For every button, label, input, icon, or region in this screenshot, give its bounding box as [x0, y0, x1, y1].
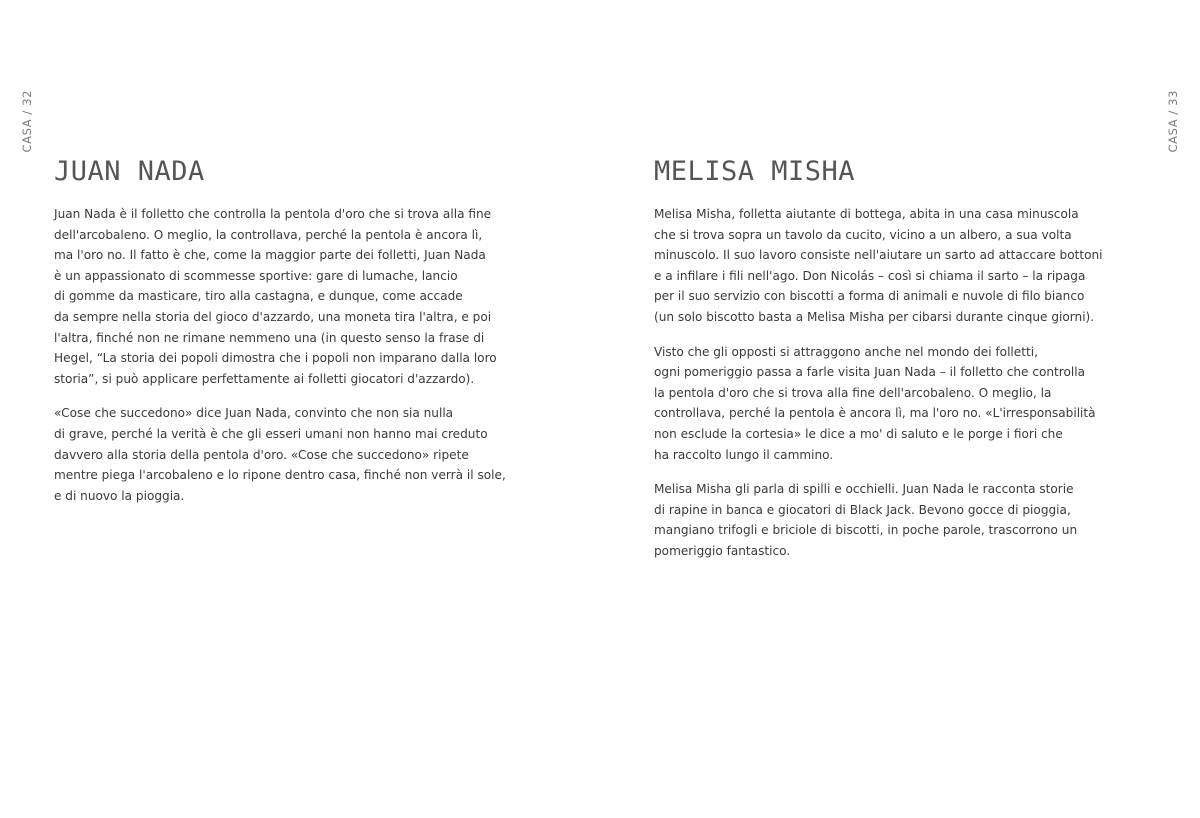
paragraph: [54, 403, 506, 506]
text-line: di grave, perché la verità è che gli esseri umani non hanno mai creduto: [54, 426, 488, 441]
text-line: ma l'oro no. Il fatto è che, come la maggior parte dei folletti, Juan Nada: [54, 248, 486, 263]
text-line: di gomme da masticare, tiro alla castagna, e dunque, come accade: [54, 289, 463, 304]
paragraph: [654, 204, 1103, 328]
paragraph: [654, 479, 1094, 561]
text-line: e di nuovo la pioggia.: [54, 488, 185, 503]
text-line: per il suo servizio con biscotti a forma di animali e nuvole di filo bianco: [654, 289, 1085, 304]
text-line: controllava, perché la pentola è ancora lì, ma l'oro no. «L'irresponsabilità: [654, 406, 1096, 421]
text-line: mentre piega l'arcobaleno e lo ripone dentro casa, finché non verrà il sole,: [54, 468, 506, 483]
text-line: Melisa Misha, folletta aiutante di bottega, abita in una casa minuscola: [654, 207, 1079, 221]
paragraph: [654, 342, 1094, 466]
text-line: «Cose che succedono» dice Juan Nada, convinto che non sia nulla: [54, 406, 454, 421]
text-line: Visto che gli opposti si attraggono anche nel mondo dei folletti,: [654, 344, 1038, 359]
body-text-right: [654, 204, 1103, 576]
text-line: davvero alla storia della pentola d'oro. «Cose che succedono» ripete: [54, 447, 469, 462]
text-line: è un appassionato di scommesse sportive: gare di lumache, lancio: [54, 268, 458, 283]
chapter-title-melisa-misha: MELISA MISHA: [654, 156, 856, 187]
text-line: e a infilare i fili nell'ago. Don Nicolás – così si chiama il sarto – la ripaga: [654, 268, 1086, 283]
text-line: la pentola d'oro che si trova alla fine dell'arcobaleno. O meglio, la: [654, 385, 1052, 400]
text-line: da sempre nella storia del gioco d'azzardo, una moneta tira l'altra, e poi: [54, 309, 492, 324]
text-line: pomeriggio fantastico.: [654, 543, 791, 558]
text-line: di rapine in banca e giocatori di Black Jack. Bevono gocce di pioggia,: [654, 502, 1071, 517]
text-line: (un solo biscotto basta a Melisa Misha per cibarsi durante cinque giorni).: [654, 309, 1095, 324]
running-head-right: CASA / 33: [1166, 90, 1180, 153]
text-line: Juan Nada è il folletto che controlla la pentola d'oro che si trova alla fine: [54, 207, 492, 221]
right-page: [600, 0, 1200, 818]
text-line: ha raccolto lungo il cammino.: [654, 447, 834, 462]
text-line: non esclude la cortesia» le dice a mo' di saluto e le porge i fiori che: [654, 426, 1063, 441]
text-line: minuscolo. Il suo lavoro consiste nell'aiutare un sarto ad attaccare bottoni: [654, 248, 1103, 263]
running-head-left: CASA / 32: [20, 90, 34, 153]
chapter-title-juan-nada: JUAN NADA: [54, 156, 205, 187]
body-text-left: [54, 204, 506, 520]
text-line: mangiano trifogli e briciole di biscotti, in poche parole, trascorrono un: [654, 523, 1078, 538]
text-line: ogni pomeriggio passa a farle visita Juan Nada – il folletto che controlla: [654, 365, 1086, 380]
text-line: Hegel, “La storia dei popoli dimostra che i popoli non imparano dalla loro: [54, 351, 497, 366]
text-line: Melisa Misha gli parla di spilli e occhielli. Juan Nada le racconta storie: [654, 482, 1074, 497]
text-line: l'altra, finché non ne rimane nemmeno una (in questo senso la frase di: [54, 330, 485, 345]
paragraph: [54, 204, 497, 389]
text-line: storia”, si può applicare perfettamente ai folletti giocatori d'azzardo).: [54, 371, 475, 386]
text-line: che si trova sopra un tavolo da cucito, vicino a un albero, a sua volta: [654, 227, 1072, 242]
text-line: dell'arcobaleno. O meglio, la controllava, perché la pentola è ancora lì,: [54, 227, 483, 242]
